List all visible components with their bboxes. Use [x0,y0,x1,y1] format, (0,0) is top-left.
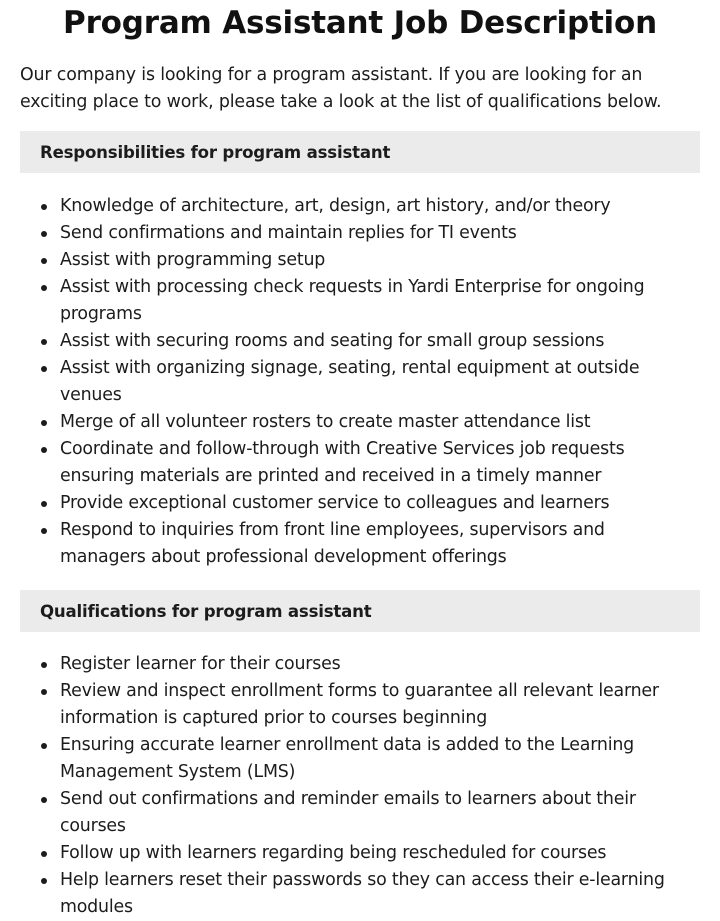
list-item: Respond to inquiries from front line employees, supervisors and managers about professional development offerings [20,517,700,571]
list-item: Coordinate and follow-through with Creative Services job requests ensuring materials are printed and received in a timely manner [20,436,700,490]
list-item: Merge of all volunteer rosters to create master attendance list [20,409,700,436]
list-item: Assist with programming setup [20,247,700,274]
page-title: Program Assistant Job Description [63,5,657,41]
list-item: Follow up with learners regarding being rescheduled for courses [20,840,700,867]
intro-paragraph: Our company is looking for a program assistant. If you are looking for an exciting place to work, please take a look at the list of qualifications below. [20,65,662,112]
list-item: Assist with processing check requests in Yardi Enterprise for ongoing programs [20,274,700,328]
list-item: Provide exceptional customer service to colleagues and learners [20,490,700,517]
responsibilities-list [20,193,700,571]
list-item: Assist with organizing signage, seating, rental equipment at outside venues [20,355,700,409]
list-item: Ensuring accurate learner enrollment data is added to the Learning Management System (LMS) [20,732,700,786]
qualifications-heading: Qualifications for program assistant [20,590,700,632]
list-item: Send confirmations and maintain replies for TI events [20,220,700,247]
list-item: Assist with securing rooms and seating for small group sessions [20,328,700,355]
list-item: Register learner for their courses [20,651,700,678]
responsibilities-heading: Responsibilities for program assistant [20,131,700,173]
list-item: Review and inspect enrollment forms to guarantee all relevant learner information is captured prior to courses beginning [20,678,700,732]
list-item: Help learners reset their passwords so they can access their e-learning modules [20,867,700,921]
list-item: Knowledge of architecture, art, design, art history, and/or theory [20,193,700,220]
list-item: Send out confirmations and reminder emails to learners about their courses [20,786,700,840]
qualifications-list [20,651,700,921]
